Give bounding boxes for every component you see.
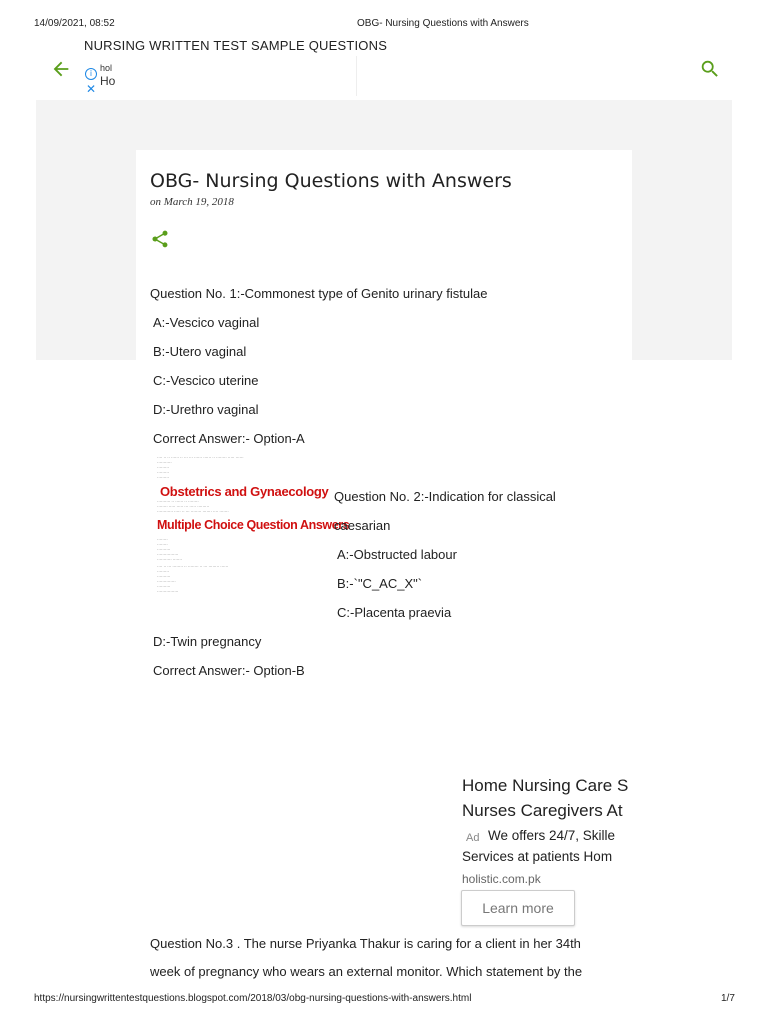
thumb-fine-print: ········· [157, 470, 169, 475]
ad-text-line1: We offers 24/7, Skille [488, 828, 616, 843]
thumb-fine-print: ···· ·· ··· ········ ·· ········ ·· ··· ········ ······ [157, 564, 229, 569]
thumb-title-line1: Obstetrics and Gynaecology [160, 484, 329, 499]
print-datetime: 14/09/2021, 08:52 [34, 18, 115, 29]
question-1-option-a: A:-Vescico vaginal [153, 315, 260, 330]
thumb-fine-print: ··········· [157, 460, 172, 465]
display-ad[interactable] [456, 770, 634, 930]
thumb-fine-print: ········ [157, 542, 168, 547]
ad-text-line2: Services at patients Hom [462, 849, 613, 864]
thumb-fine-print: ·········· [157, 547, 171, 552]
ad-label: Ad [466, 832, 480, 844]
top-ad-banner[interactable] [84, 56, 357, 96]
thumb-fine-print: ·············· [157, 579, 176, 584]
search-button[interactable] [699, 58, 721, 80]
question-2-option-b: B:-`"C_AC_X"` [337, 576, 423, 591]
back-button[interactable] [50, 58, 72, 80]
thumb-fine-print: ·········· [157, 574, 171, 579]
question-1-option-d: D:-Urethro vaginal [153, 402, 259, 417]
post-title: OBG- Nursing Questions with Answers [150, 170, 512, 192]
thumb-fine-print: ········· [157, 569, 169, 574]
search-icon [699, 58, 721, 80]
question-2-text-line2: caesarian [334, 518, 391, 533]
question-1-answer: Correct Answer:- Option-A [153, 431, 305, 446]
thumb-fine-print: ···· ·· ·· ······ ·· ··· ··· ······ ······ ·· ········ ····· ······ [157, 455, 244, 460]
thumb-fine-print: ········· [157, 475, 169, 480]
question-1-text: Question No. 1:-Commonest type of Genito urinary fistulae [150, 286, 488, 301]
post-date: on March 19, 2018 [150, 196, 234, 208]
top-ad-line2: Ho [100, 74, 116, 88]
question-3-line1: Question No.3 . The nurse Priyanka Thakur is caring for a client in her 34th [150, 936, 581, 951]
question-2-option-c: C:-Placenta praevia [337, 605, 452, 620]
question-2-option-a: A:-Obstructed labour [337, 547, 457, 562]
question-1-option-c: C:-Vescico uterine [153, 373, 259, 388]
ad-close-icon[interactable]: ✕ [86, 82, 97, 96]
question-2-option-d: D:-Twin pregnancy [153, 634, 262, 649]
top-ad-line1: hol [100, 63, 113, 73]
ad-headline-line1[interactable]: Home Nursing Care S [462, 776, 629, 795]
ad-info-icon[interactable]: i [85, 68, 97, 80]
question-3-line2: week of pregnancy who wears an external monitor. Which statement by the [150, 964, 583, 979]
thumb-fine-print: ················ [157, 589, 179, 594]
thumb-fine-print: ········ ····· ····· ··· ····· ········· [157, 504, 210, 509]
thumb-fine-print: ········ [157, 537, 168, 542]
print-url: https://nursingwrittentestquestions.blogspot.com/2018/03/obg-nursing-questions-with-answers.html [34, 993, 472, 1004]
question-2-answer: Correct Answer:- Option-B [153, 663, 305, 678]
thumb-fine-print: ············ ····· ·· ··· ········ ······· ···· ······· [157, 509, 229, 514]
arrow-back-icon [50, 58, 72, 80]
share-icon [150, 229, 170, 249]
thumb-fine-print: ········· [157, 465, 169, 470]
thumb-fine-print: ················ [157, 552, 179, 557]
share-button[interactable] [150, 229, 170, 249]
print-page-count: 1/7 [721, 993, 735, 1004]
learn-more-button[interactable]: Learn more [461, 890, 575, 926]
obg-mcq-thumbnail[interactable] [154, 452, 350, 600]
question-1-option-b: B:-Utero vaginal [153, 344, 247, 359]
ad-url[interactable]: holistic.com.pk [462, 872, 541, 886]
print-page-title: OBG- Nursing Questions with Answers [357, 18, 529, 29]
ad-headline-line2[interactable]: Nurses Caregivers At [462, 801, 623, 820]
thumb-title-line2: Multiple Choice Question Answers [157, 518, 350, 532]
thumb-fine-print: ··········· ······· [157, 557, 183, 562]
thumb-fine-print: ·········· [157, 584, 171, 589]
blog-title[interactable]: NURSING WRITTEN TEST SAMPLE QUESTIONS [84, 38, 388, 53]
question-2-text-line1: Question No. 2:-Indication for classical [334, 489, 556, 504]
thumb-fine-print: ·········· ·· ······ ·· ········ [157, 499, 199, 504]
